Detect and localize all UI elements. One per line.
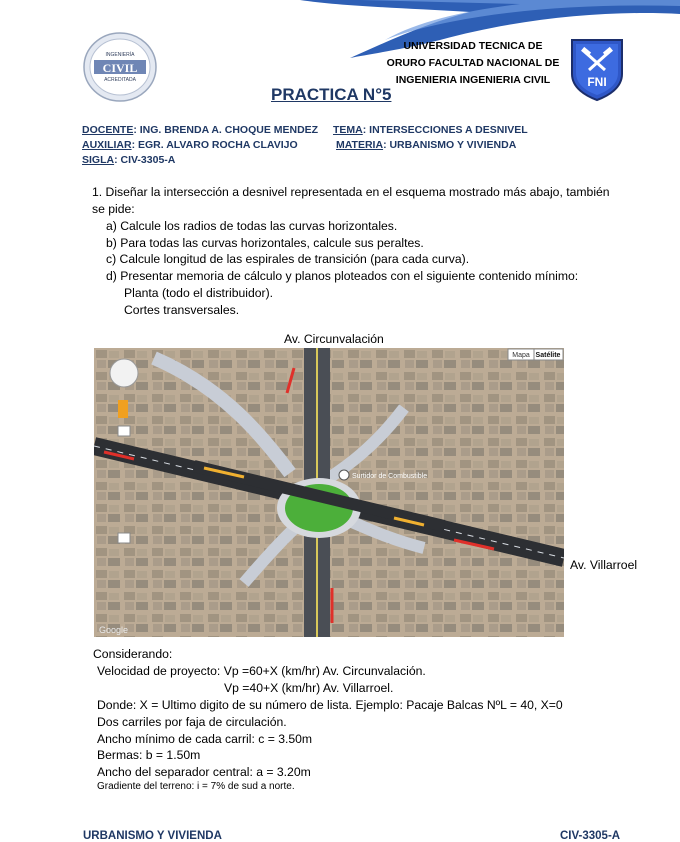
footer-left: URBANISMO Y VIVIENDA [83, 830, 222, 842]
docente-value: : ING. BRENDA A. CHOQUE MENDEZ [133, 124, 319, 136]
sigla-line [82, 154, 175, 166]
logo-text-top: INGENIERÍA [105, 52, 135, 58]
considerando-line: Ancho del separador central: a = 3.20m [97, 765, 311, 779]
task-item-d: d) Presentar memoria de cálculo y planos ploteados con el siguiente contenido mínimo: [106, 269, 579, 283]
sigla-key: SIGLA [82, 154, 115, 166]
sigla-value: : CIV-3305-A [114, 154, 176, 166]
university-line: INGENIERIA INGENIERIA CIVIL [395, 74, 551, 86]
logo-text-main: CIVIL [102, 61, 138, 75]
considerando-line: Dos carriles por faja de circulación. [97, 715, 287, 729]
map-label-right: Av. Villarroel [570, 558, 638, 572]
task-intro-cont: se pide: [92, 202, 135, 216]
map-poi-label: Surtidor de Combustible [352, 473, 428, 480]
considerando-line: Ancho mínimo de cada carril: c = 3.50m [97, 732, 313, 746]
map-button-map[interactable]: Mapa [512, 352, 530, 359]
map-button-satellite[interactable]: Satélite [535, 352, 561, 359]
logo-text-bottom: ACREDITADA [104, 77, 136, 83]
task-item-c: c) Calcule longitud de las espirales de transición (para cada curva). [106, 252, 470, 266]
auxiliar-key: AUXILIAR [82, 139, 132, 151]
civil-engineering-logo [80, 30, 160, 104]
auxiliar-value: : EGR. ALVARO ROCHA CLAVIJO [131, 139, 298, 151]
university-name [378, 38, 568, 89]
auxiliar-line [82, 139, 298, 151]
considerando-line: Donde: X = Ultimo digito de su número de lista. Ejemplo: Pacaje Balcas NºL = 40, X=0 [97, 698, 563, 712]
considerando-line: Velocidad de proyecto: Vp =60+X (km/hr) Av. Circunvalación. [97, 664, 426, 678]
docente-line [82, 124, 318, 136]
docente-key: DOCENTE [82, 124, 134, 136]
materia-line [336, 139, 516, 151]
satellite-map [94, 348, 564, 637]
map-label-top: Av. Circunvalación [284, 332, 384, 346]
task-item-d2: Cortes transversales. [124, 303, 240, 317]
page-title: PRACTICA N°5 [271, 85, 392, 104]
logo-fni-text: FNI [587, 75, 607, 89]
considerando-line: Vp =40+X (km/hr) Av. Villarroel. [224, 681, 394, 695]
task-item-d1: Planta (todo el distribuidor). [124, 286, 274, 300]
tema-line [333, 124, 528, 136]
fni-shield-logo [568, 36, 626, 102]
tema-value: : INTERSECCIONES A DESNIVEL [362, 124, 528, 136]
university-line: ORURO FACULTAD NACIONAL DE [386, 57, 560, 69]
tema-key: TEMA [333, 124, 363, 136]
university-line: UNIVERSIDAD TECNICA DE [403, 40, 543, 52]
task-item-a: a) Calcule los radios de todas las curvas horizontales. [106, 219, 398, 233]
materia-value: : URBANISMO Y VIVIENDA [383, 139, 517, 151]
considerando-line: Gradiente del terreno: i = 7% de sud a norte. [97, 781, 295, 792]
considerando-heading: Considerando: [93, 647, 173, 661]
considerando-line: Bermas: b = 1.50m [97, 748, 201, 762]
map-watermark: Google [99, 625, 129, 635]
task-intro: 1. Diseñar la intersección a desnivel representada en el esquema mostrado más abajo, también [92, 185, 610, 199]
footer-right: CIV-3305-A [560, 830, 621, 842]
task-item-b: b) Para todas las curvas horizontales, calcule sus peraltes. [106, 236, 424, 250]
materia-key: MATERIA [336, 139, 384, 151]
